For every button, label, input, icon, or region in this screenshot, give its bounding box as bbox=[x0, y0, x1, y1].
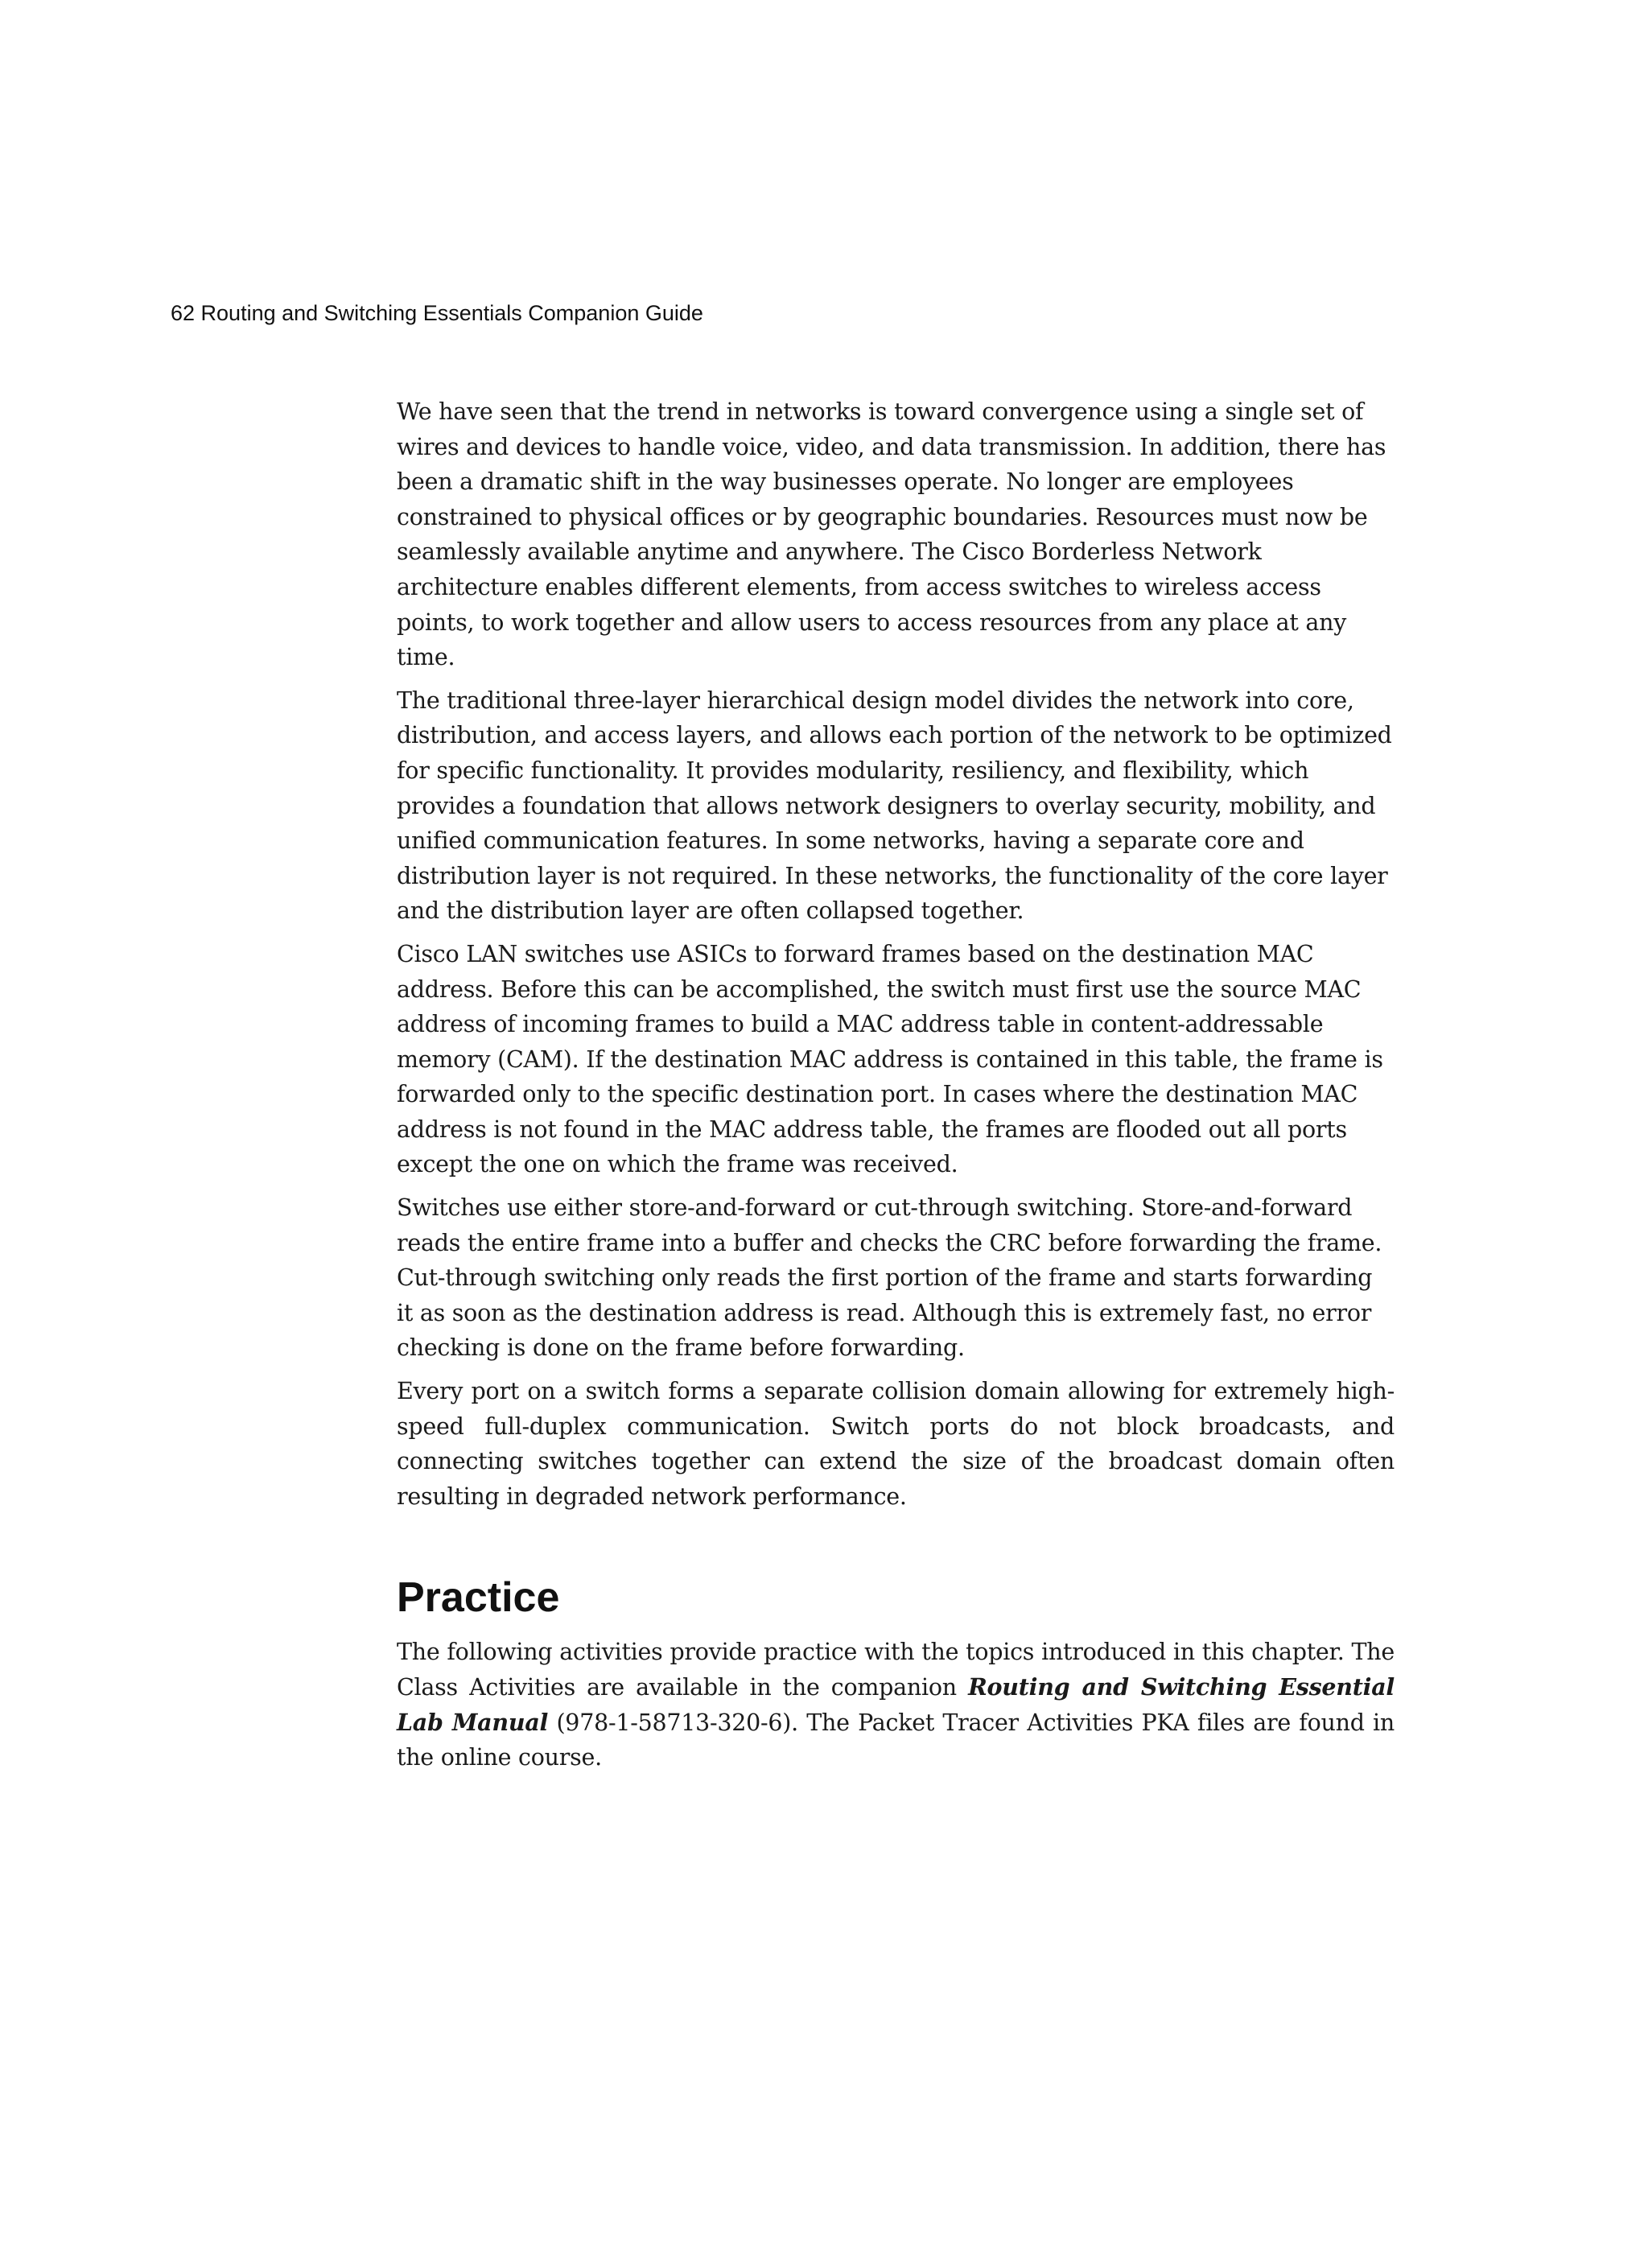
body-paragraph: The traditional three-layer hierarchical design model divides the network into core, distribution, and access layers, and allows each portion of the network to be optimized for specific functionality. It provides modularity, resiliency, and flexibility, which provides a foundation that allows network designers to overlay security, mobility, and unified communication features. In some networks, having a separate core and distribution layer is not required. In these networks, the functionality of the core layer and the distribution layer are often collapsed together. bbox=[397, 687, 1392, 925]
lab-manual-title: Routing and Switching Essential Lab Manual bbox=[397, 1673, 1395, 1736]
body-paragraph: Every port on a switch forms a separate collision domain allowing for extremely high-speed full-duplex communication. Switch ports do not block broadcasts, and connecting switches together can extend the size of the broadcast domain often resulting in degraded network performance. bbox=[397, 1378, 1395, 1510]
body-paragraph: We have seen that the trend in networks is toward convergence using a single set of wires and devices to handle voice, video, and data transmission. In addition, there has been a dramatic shift in the way businesses operate. No longer are employees constrained to physical offices or by geographic boundaries. Resources must now be seamlessly available anytime and anywhere. The Cisco Borderless Network architecture enables different elements, from access switches to wireless access points, to work together and allow users to access resources from any place at any time. bbox=[397, 398, 1386, 671]
practice-text-start: The following activities provide practice with the topics introduced in this chapter. The Class Activities are available in the companion bbox=[397, 1639, 1395, 1701]
practice-text-end: (978-1-58713-320-6). The Packet Tracer Activities PKA files are found in the online course. bbox=[397, 1709, 1395, 1771]
body-paragraph: Switches use either store-and-forward or cut-through switching. Store-and-forward reads the entire frame into a buffer and checks the CRC before forwarding the frame. Cut-through switching only reads the first portion of the frame and starts forwarding it as soon as the destination address is read. Although this is extremely fast, no error checking is done on the frame before forwarding. bbox=[397, 1194, 1382, 1362]
section-heading-practice: Practice bbox=[397, 1574, 560, 1622]
body-paragraph: Cisco LAN switches use ASICs to forward frames based on the destination MAC address. Before this can be accomplished, the switch must first use the source MAC address of incoming frames to build a MAC address table in content-addressable memory (CAM). If the destination MAC address is contained in this table, the frame is forwarded only to the specific destination port. In cases where the destination MAC address is not found in the MAC address table, the frames are flooded out all ports except the one on which the frame was received. bbox=[397, 940, 1383, 1178]
page-body bbox=[397, 394, 1395, 1783]
practice-paragraph bbox=[397, 1635, 1395, 1775]
running-header: 62 Routing and Switching Essentials Companion Guide bbox=[171, 301, 703, 325]
